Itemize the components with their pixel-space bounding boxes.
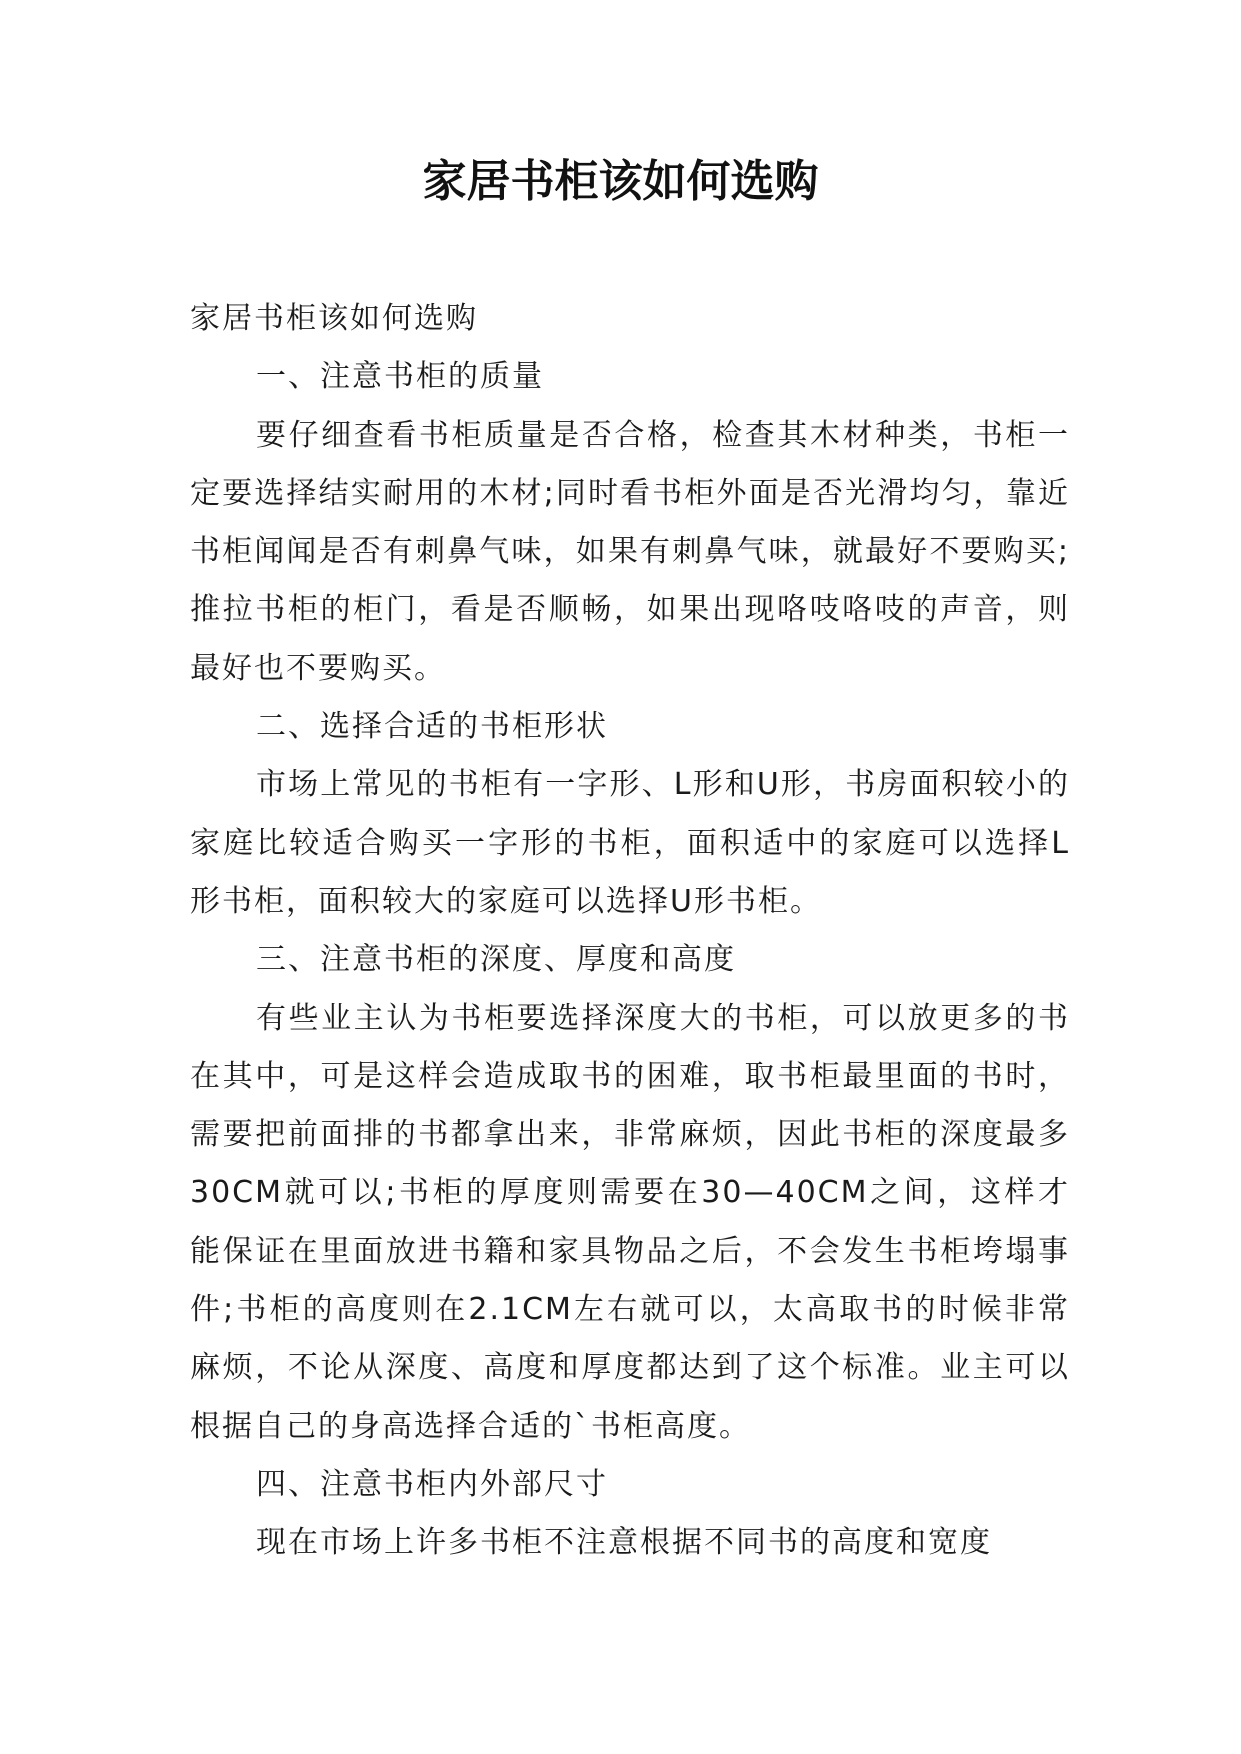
document-body [190,290,1070,1573]
body-paragraph: 现在市场上许多书柜不注意根据不同书的高度和宽度 [256,1525,992,1561]
section-heading-4: 四、注意书柜内外部尺寸 [256,1466,608,1502]
page-title: 家居书柜该如何选购 [422,156,819,207]
section-heading-1: 一、注意书柜的质量 [256,359,544,395]
section-heading-3: 三、注意书柜的深度、厚度和高度 [256,942,736,978]
body-paragraph: 有些业主认为书柜要选择深度大的书柜，可以放更多的书在其中，可是这样会造成取书的困难，取书柜最里面的书时，需要把前面排的书都拿出来，非常麻烦，因此书柜的深度最多30CM就可以;书柜的厚度则需要在30—40CM之间，这样才能保证在里面放进书籍和家具物品之后，不会发生书柜垮塌事件;书柜的高度则在2.1CM左右就可以，太高取书的时候非常麻烦，不论从深度、高度和厚度都达到了这个标准。业主可以根据自己的身高选择合适的`书柜高度。 [190,1000,1070,1444]
subtitle-line: 家居书柜该如何选购 [190,301,478,336]
section-heading-2: 二、选择合适的书柜形状 [256,709,608,745]
body-paragraph: 市场上常见的书柜有一字形、L形和U形，书房面积较小的家庭比较适合购买一字形的书柜，面积适中的家庭可以选择L形书柜，面积较大的家庭可以选择U形书柜。 [190,767,1070,919]
body-paragraph: 要仔细查看书柜质量是否合格，检查其木材种类，书柜一定要选择结实耐用的木材;同时看书柜外面是否光滑均匀，靠近书柜闻闻是否有刺鼻气味，如果有刺鼻气味，就最好不要购买;推拉书柜的柜门，看是否顺畅，如果出现咯吱咯吱的声音，则最好也不要购买。 [190,417,1070,686]
